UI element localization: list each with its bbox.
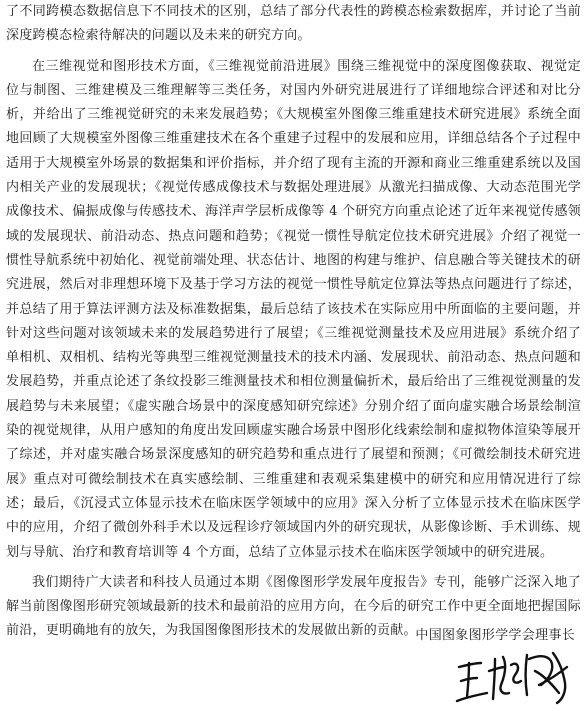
paragraph-continued: 了不同跨模态数据信息下不同技术的区别，总结了部分代表性的跨模态检索数据库，并讨论了当前深度跨模态检索待解决的问题以及未来的研究方向。 xyxy=(6,4,581,44)
paragraph-3d-vision: 在三维视觉和图形技术方面，《三维视觉前沿进展》围绕三维视觉中的深度图像获取、视觉定位与制图、三维建模及三维理解等三类任务，对国内外研究进展进行了详细地综合评述和对比分析，并给出了三维视觉研究的未来发展趋势；《大规模室外图像三维重建技术研究进展》系统全面地回顾了大规模室外图像三维重建技术在各个重建子过程中的发展和应用，详细总结各个子过程中适用于大规模室外场景的数据集和评价指标，并介绍了现有主流的开源和商业三维重建系统以及国内相关产业的发展现状；《视觉传感成像技术与数据处理进展》从激光扫描成像、大动态范围光学成像技术、偏振成像与传感技术、海洋声学层析成像等 4 个研究方向重点论述了近年来视觉传感领域的发展现状、前沿动态、热点问题和趋势；《视觉一惯性导航定位技术研究进展》介绍了视觉一惯性导航系统中初始化、视觉前端处理、状态估计、地图的构建与维护、信息融合等关键技术的研究进展，然后对非理想环境下及基于学习方法的视觉一惯性导航定位算法等热点问题进行了综述，并总结了用于算法评测方法及标准数据集，最后总结了该技术在实际应用中所面临的主要问题，并针对这些问题对该领域未来的发展趋势进行了展望；《三维视觉测量技术及应用进展》系统介绍了单相机、双相机、结构光等典型三维视觉测量技术的技术内涵、发展现状、前沿动态、热点问题和发展趋势，并重点论述了条纹投影三维测量技术和相位测量偏折术，最后给出了三维视觉测量的发展趋势与未来展望；《虚实融合场景中的深度感知研究综述》分别介绍了面向虚实融合场景绘制渲染的视觉规律，从用户感知的角度出发回顾虚实融合场景中图形化线索绘制和虚拟物体渲染等展开了综述，并对虚实融合场景深度感知的研究趋势和重点进行了展望和预测；《可微绘制技术研究进展》重点对可微绘制技术在真实感绘制、三维重建和表观采集建模中的研究和应用情况进行了综述；最后，《沉浸式立体显示技术在临床医学领域中的应用》深入分析了立体显示技术在临床医学中的应用，介绍了微创外科手术以及远程诊疗领域国内外的研究现状，从影像诊断、手术训练、规划与导航、治疗和教育培训等 4 个方面，总结了立体显示技术在临床医学领域中的研究进展。 xyxy=(6,58,581,560)
paragraph-closing: 我们期待广大读者和科技人员通过本期《图像图形学发展年度报告》专刊，能够广泛深入地了解当前图像图形研究领域最新的技术和最前沿的应用方向，在今后的研究工作中更全面地把握国际前沿，更明确地有的放矢，为我国图像图形技术的发展做出新的贡献。 xyxy=(6,574,581,639)
handwritten-signature xyxy=(455,645,575,707)
document-body xyxy=(6,0,581,644)
signoff-title: 中国图象图形学学会理事长 xyxy=(415,628,575,643)
